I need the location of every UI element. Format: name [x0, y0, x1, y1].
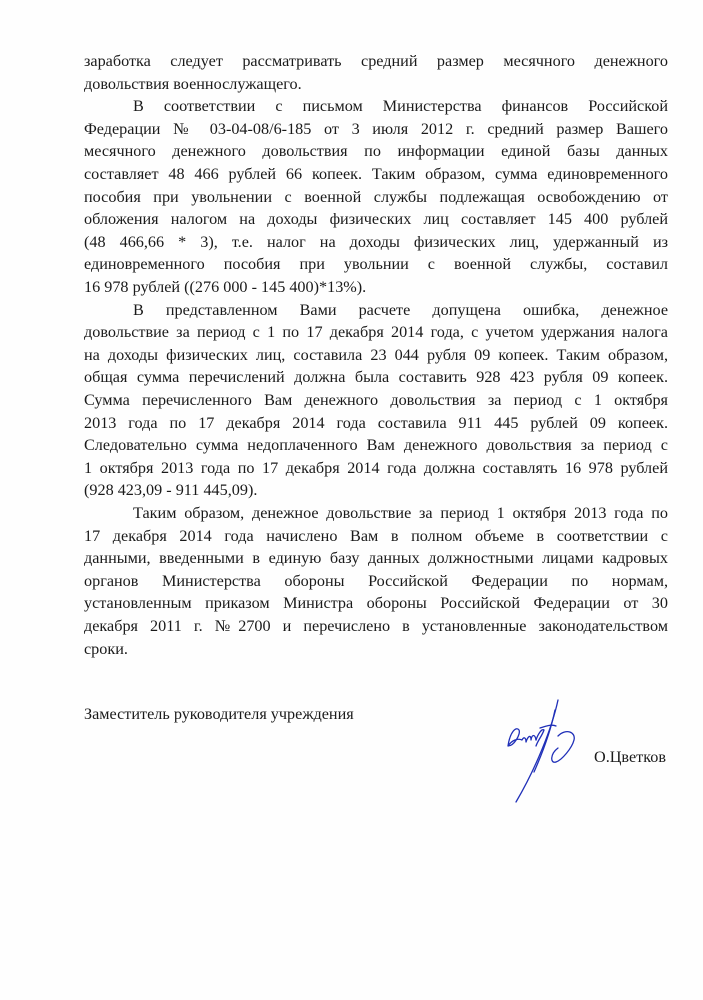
paragraph-3-line: Сумма перечисленного Вам денежного довольствия за период с 1 октября — [84, 391, 668, 409]
paragraph-2-line: 16 978 рублей ((276 000 - 145 400)*13%). — [84, 278, 367, 296]
paragraph-4-line: сроки. — [84, 639, 128, 658]
paragraph-4-line: 17 декабря 2014 года начислено Вам в полном объеме в соответствии с — [84, 526, 668, 545]
paragraph-4-line: декабря 2011 г. №2700 и перечислено в установленные законодательством — [84, 617, 668, 635]
paragraph-4-line: органов Министерства обороны Российской Федерации по нормам, — [84, 571, 668, 590]
paragraph-3-line: 2013 года по 17 декабря 2014 года составила 911 445 рублей 09 копеек. — [84, 413, 668, 432]
paragraph-2-line: (48 466,66 * 3), т.е. налог на доходы физических лиц, удержанный из — [84, 232, 668, 251]
paragraph-4-line: Таким образом, денежное довольствие за период 1 октября 2013 года по — [133, 504, 668, 522]
paragraph-3-line: на доходы физических лиц, составила 23 044 рубля 09 копеек. Таким образом, — [84, 345, 668, 364]
paragraph-2-line: пособия при увольнении с военной службы подлежащая освобождению от — [84, 187, 668, 206]
signatory-name: О.Цветков — [594, 748, 667, 766]
handwritten-signature-icon — [500, 688, 590, 806]
paragraph-1-line: заработка следует рассматривать средний размер месячного денежного — [84, 52, 668, 70]
paragraph-2-line: составляет 48 466 рублей 66 копеек. Таким образом, сумма единовременного — [84, 165, 668, 183]
paragraph-4-line: установленным приказом Министра обороны Российской Федерации от 30 — [84, 594, 668, 613]
paragraph-3-line: общая сумма перечислений должна была составить 928 423 рубля 09 копеек. — [84, 368, 668, 387]
paragraph-2-line: единовременного пособия при увольнии с военной службы, составил — [84, 255, 668, 274]
paragraph-1-line: довольствия военнослужащего. — [84, 74, 302, 93]
paragraph-2-line: В соответствии с письмом Министерства финансов Российской — [133, 97, 668, 116]
paragraph-4-line: данными, введенными в единую базу данных должностными лицами кадровых — [84, 549, 668, 568]
paragraph-2-line: обложения налогом на доходы физических лиц составляет 145 400 рублей — [84, 210, 668, 229]
paragraph-3-line: (928 423,09 - 911 445,09). — [84, 481, 258, 500]
paragraph-3-line: довольствие за период с 1 по 17 декабря 2014 года, с учетом удержания налога — [84, 323, 668, 342]
paragraph-3-line: Следовательно сумма недоплаченного Вам денежного довольствия за период с — [84, 436, 668, 455]
paragraph-3-line: В представленном Вами расчете допущена ошибка, денежное — [133, 300, 668, 319]
paragraph-2-line: месячного денежного довольствия по информации единой базы данных — [84, 142, 668, 161]
signatory-title: Заместитель руководителя учреждения — [84, 705, 354, 723]
paragraph-3-line: 1 октября 2013 года по 17 декабря 2014 года должна составлять 16 978 рублей — [84, 458, 668, 477]
paragraph-2-line: Федерации № 03-04-08/6-185 от 3 июля 2012 г. средний размер Вашего — [84, 119, 668, 138]
